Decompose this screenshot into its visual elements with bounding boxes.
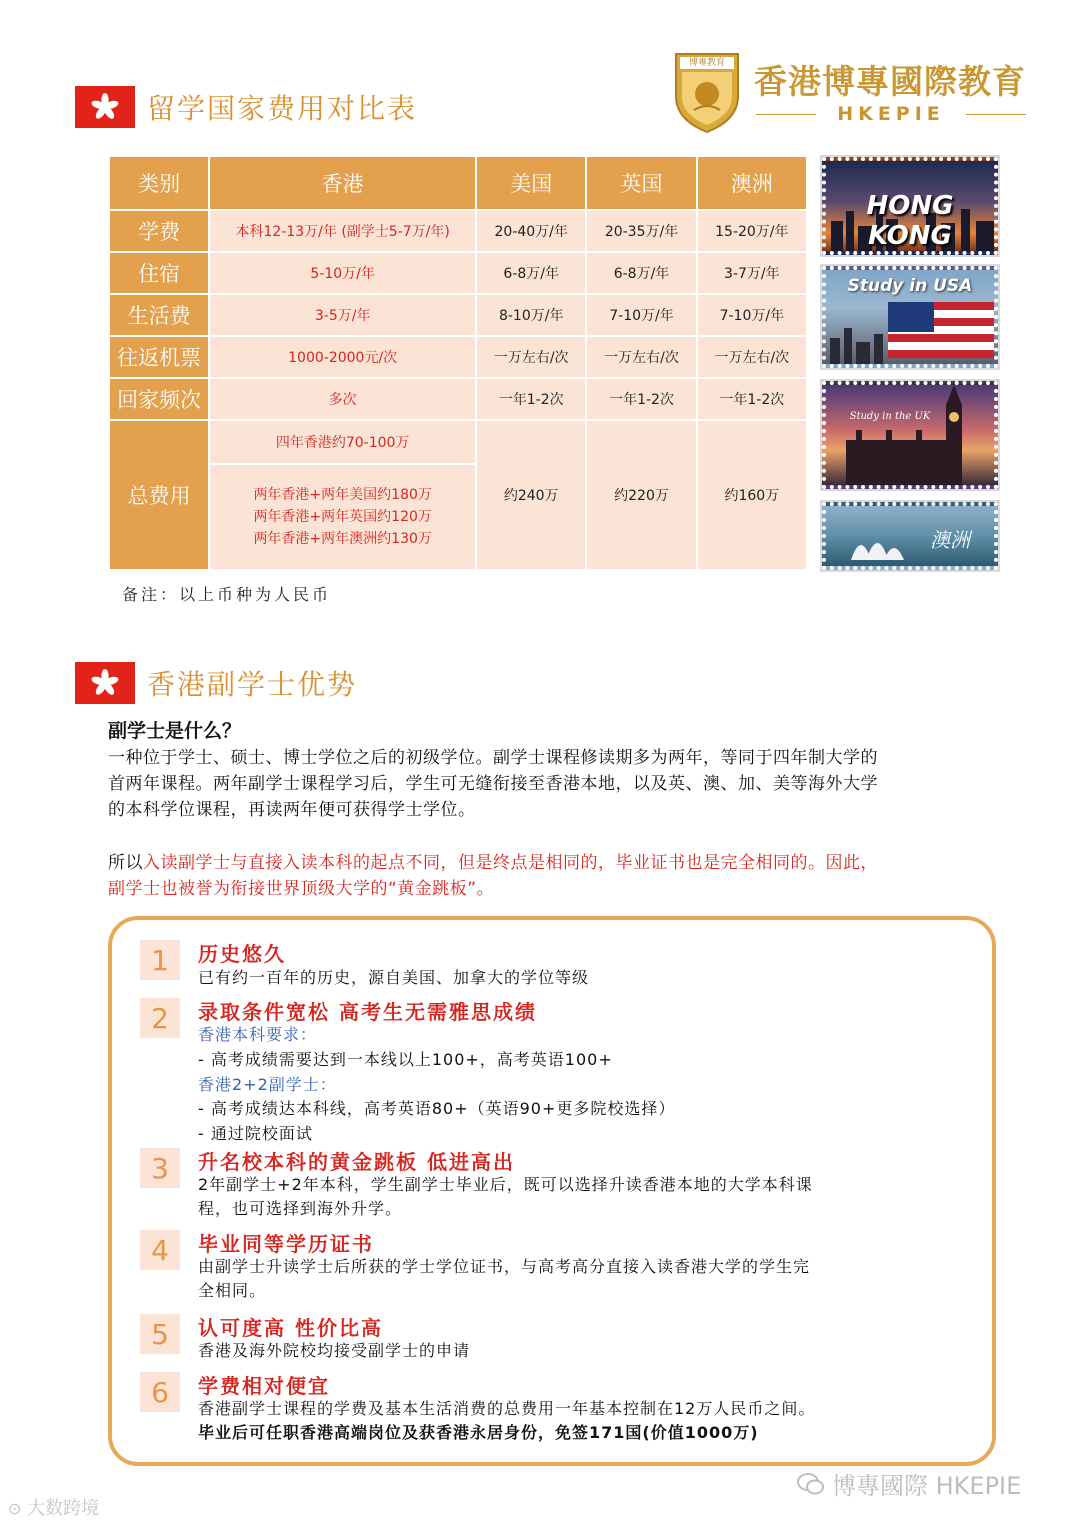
us-cell: 约240万 (477, 421, 585, 569)
item-title: 认可度高 性价比高 (198, 1316, 383, 1340)
highlight-text: 入读副学士与直接入读本科的起点不同，但是终点是相同的，毕业证书也是完全相同的。因此， (143, 853, 878, 873)
item-subheading: 香港2+2副学士： (198, 1075, 337, 1094)
table-header-cell: 美国 (477, 157, 585, 209)
uk-cell: 一年1-2次 (587, 379, 695, 419)
uk-cell: 6-8万/年 (587, 253, 695, 293)
fee-comparison-table (108, 155, 808, 571)
skyline-icon (826, 328, 998, 364)
hk-combo-line: 两年香港+两年澳洲约130万 (253, 531, 432, 547)
hk-cell: 5-10万/年 (210, 253, 475, 293)
hk-cell: 多次 (210, 379, 475, 419)
conclusion-paragraph (108, 850, 1008, 902)
logo-name-cn: 香港博專國際教育 (754, 62, 1026, 101)
stamp-usa (822, 266, 998, 368)
item-text: 2年副学士+2年本科，学生副学士毕业后，既可以选择升读香港本地的大学本科课 (198, 1175, 813, 1194)
stamp-label: 澳洲 (930, 528, 970, 552)
logo-mark-icon: ⊙ (8, 1499, 22, 1518)
stamp-label: Study in the UK (849, 411, 931, 422)
section-title: 留学国家费用对比表 (147, 92, 418, 125)
item-title: 毕业同等学历证书 (198, 1232, 374, 1256)
hk-flag-icon (75, 86, 135, 128)
us-cell: 6-8万/年 (477, 253, 585, 293)
section-title: 香港副学士优势 (147, 668, 358, 701)
advantage-item (140, 998, 960, 1148)
row-label: 往返机票 (110, 337, 208, 377)
row-label: 学费 (110, 211, 208, 251)
paragraph-line: 的本科学位课程，再读两年便可获得学士学位。 (108, 800, 476, 820)
stamp-label: Study in USA (847, 276, 973, 296)
big-ben-icon (826, 385, 998, 485)
advantages-box (108, 916, 996, 1466)
paragraph-line: 一种位于学士、硕士、博士学位之后的初级学位。副学士课程修读期多为两年，等同于四年制大学的 (108, 748, 878, 768)
hk-flag-icon (75, 662, 135, 704)
watermark-left (8, 1494, 99, 1520)
stamp-label: HONG KONG (866, 191, 954, 251)
table-row (110, 253, 806, 293)
section-heading-fees (75, 86, 417, 128)
au-cell: 一万左右/次 (698, 337, 806, 377)
us-cell: 一万左右/次 (477, 337, 585, 377)
table-row (110, 337, 806, 377)
us-cell: 8-10万/年 (477, 295, 585, 335)
us-cell: 一年1-2次 (477, 379, 585, 419)
watermark-right (796, 1466, 1021, 1501)
item-number: 3 (140, 1148, 180, 1188)
item-text: 全相同。 (198, 1281, 267, 1300)
logo-badge-text: 博專教育 (688, 58, 725, 68)
item-text: - 通过院校面试 (198, 1124, 313, 1143)
hk-cell (210, 465, 475, 569)
advantage-item (140, 1148, 960, 1224)
table-row (110, 211, 806, 251)
table-header-row (110, 157, 806, 209)
item-title: 历史悠久 (198, 942, 286, 966)
item-text: 已有约一百年的历史，源自美国、加拿大的学位等级 (198, 968, 590, 987)
item-subheading: 香港本科要求： (198, 1025, 318, 1044)
watermark-text: 博專國際 HKEPIE (832, 1472, 1022, 1500)
row-label: 住宿 (110, 253, 208, 293)
item-text: 由副学士升读学士后所获的学士学位证书，与高考高分直接入读香港大学的学生完 (198, 1257, 811, 1276)
uk-cell: 20-35万/年 (587, 211, 695, 251)
item-title: 学费相对便宜 (198, 1374, 330, 1398)
item-text: - 高考成绩需要达到一本线以上100+，高考英语100+ (198, 1050, 613, 1069)
highlight-text: 副学士也被誉为衔接世界顶级大学的“黄金跳板”。 (108, 879, 495, 899)
au-cell: 3-7万/年 (698, 253, 806, 293)
table-row (110, 379, 806, 419)
paragraph-text: 所以 (108, 853, 143, 873)
row-label: 总费用 (110, 421, 208, 569)
company-logo (672, 50, 1032, 136)
paragraph-line: 首两年课程。两年副学士课程学习后，学生可无缝衔接至香港本地，以及英、澳、加、美等海外大学 (108, 774, 878, 794)
stamp-australia (822, 502, 998, 570)
row-label: 生活费 (110, 295, 208, 335)
us-cell: 20-40万/年 (477, 211, 585, 251)
stamp-uk (822, 381, 998, 489)
au-cell: 7-10万/年 (698, 295, 806, 335)
table-row (110, 421, 806, 463)
item-text: 程，也可选择到海外升学。 (198, 1199, 403, 1218)
section-heading-associate-degree (75, 662, 357, 704)
question-heading: 副学士是什么？ (108, 720, 242, 742)
item-text: 香港副学士课程的学费及基本生活消费的总费用一年基本控制在12万人民币之间。 (198, 1399, 816, 1418)
item-title: 升名校本科的黄金跳板 低进高出 (198, 1150, 515, 1174)
table-header-cell: 香港 (210, 157, 475, 209)
divider (966, 114, 1026, 115)
hk-cell: 本科12-13万/年 (副学士5-7万/年) (210, 211, 475, 251)
advantage-item (140, 940, 960, 990)
item-title: 录取条件宽松 高考生无需雅思成绩 (198, 1000, 537, 1024)
table-header-cell: 英国 (587, 157, 695, 209)
hk-combo-line: 两年香港+两年美国约180万 (253, 487, 432, 503)
item-text: 香港及海外院校均接受副学士的申请 (198, 1341, 471, 1360)
au-cell: 一年1-2次 (698, 379, 806, 419)
paragraph-line (108, 850, 1008, 876)
logo-name-en-row (756, 103, 1026, 127)
hk-combo-line: 两年香港+两年英国约120万 (253, 509, 432, 525)
hk-cell: 四年香港约70-100万 (210, 421, 475, 463)
table-note: 备注：以上币种为人民币 (122, 585, 332, 604)
item-number: 2 (140, 998, 180, 1038)
item-number: 4 (140, 1230, 180, 1270)
wechat-icon (796, 1471, 826, 1497)
uk-cell: 约220万 (587, 421, 695, 569)
au-cell: 约160万 (698, 421, 806, 569)
advantage-item (140, 1314, 960, 1364)
item-number: 5 (140, 1314, 180, 1354)
uk-cell: 一万左右/次 (587, 337, 695, 377)
hk-cell: 3-5万/年 (210, 295, 475, 335)
advantage-item (140, 1230, 960, 1306)
definition-paragraph (108, 745, 1008, 823)
table-row (110, 295, 806, 335)
stamp-hong-kong (822, 157, 998, 255)
au-cell: 15-20万/年 (698, 211, 806, 251)
item-number: 6 (140, 1372, 180, 1412)
table-header-cell: 澳洲 (698, 157, 806, 209)
advantage-item (140, 1372, 960, 1448)
hk-cell: 1000-2000元/次 (210, 337, 475, 377)
logo-name-en: HKEPIE (837, 103, 945, 125)
table-header-cell: 类别 (110, 157, 208, 209)
uk-cell: 7-10万/年 (587, 295, 695, 335)
item-highlight: 毕业后可任职香港高端岗位及获香港永居身份，免签171国(价值1000万) (198, 1423, 759, 1442)
row-label: 回家频次 (110, 379, 208, 419)
item-text: - 高考成绩达本科线，高考英语80+（英语90+更多院校选择） (198, 1099, 676, 1118)
watermark-text: 大数跨境 (27, 1498, 100, 1519)
item-number: 1 (140, 940, 180, 980)
